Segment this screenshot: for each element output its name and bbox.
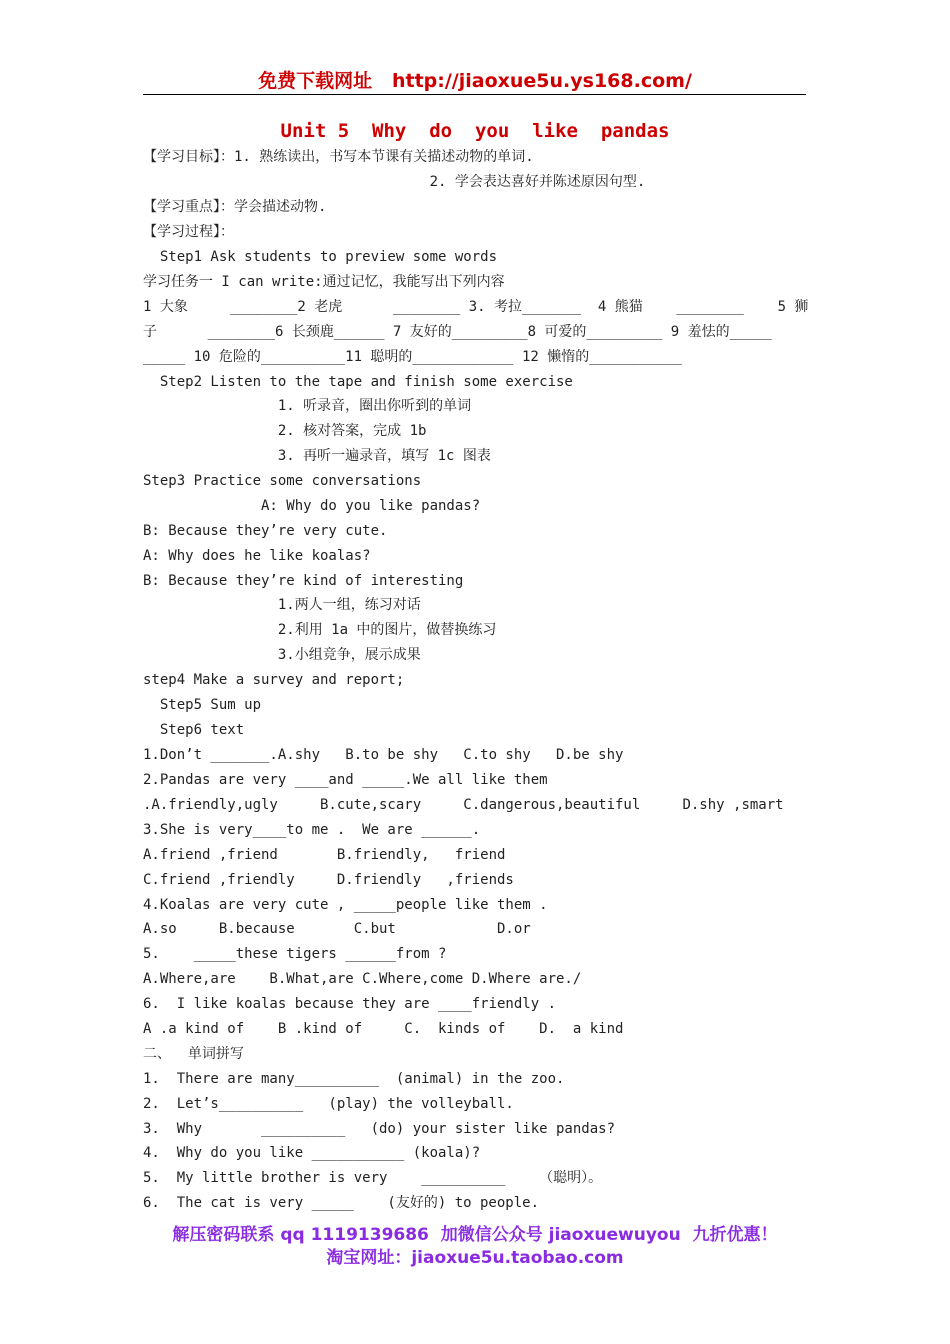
text-line: Step1 Ask students to preview some words bbox=[143, 249, 498, 265]
text-line: A: Why does he like koalas? bbox=[143, 548, 371, 564]
header-divider bbox=[143, 94, 806, 95]
footer-taobao-link[interactable]: 淘宝网址：jiaoxue5u.taobao.com bbox=[326, 1248, 624, 1268]
text-line: 3. Why __________ (do) your sister like pandas? bbox=[143, 1121, 616, 1137]
text-line: 1.Don’t _______.A.shy B.to be shy C.to shy D.be shy bbox=[143, 747, 624, 763]
text-line: B: Because they’re kind of interesting bbox=[143, 573, 464, 589]
text-line: _____ 10 危险的__________11 聪明的____________ 12 懒惰的___________ bbox=[143, 349, 683, 365]
text-line: 【学习重点】：学会描述动物. bbox=[143, 199, 327, 215]
text-line: 子 ________6 长颈鹿______ 7 友好的_________8 可爱的_________ 9 羞怯的_____ bbox=[143, 324, 772, 340]
text-line: 3.小组竞争，展示成果 bbox=[143, 647, 421, 663]
text-line: 2. 学会表达喜好并陈述原因句型. bbox=[143, 174, 646, 190]
text-line: 5. _____these tigers ______from ? bbox=[143, 946, 447, 962]
text-line: 2.Pandas are very ____and _____.We all like them bbox=[143, 772, 548, 788]
text-line: 2.利用 1a 中的图片，做替换练习 bbox=[143, 622, 497, 638]
text-line: Step3 Practice some conversations bbox=[143, 473, 422, 489]
text-line: A.friend ,friend B.friendly, friend bbox=[143, 847, 506, 863]
text-line: Step6 text bbox=[143, 722, 245, 738]
text-line: 6. I like koalas because they are ____friendly . bbox=[143, 996, 557, 1012]
text-line: step4 Make a survey and report; bbox=[143, 672, 405, 688]
text-line: B: Because they’re very cute. bbox=[143, 523, 388, 539]
text-line: 1. There are many__________ (animal) in the zoo. bbox=[143, 1071, 565, 1087]
text-line: 6. The cat is very _____ (友好的) to people. bbox=[143, 1195, 540, 1211]
footer-contact: 解压密码联系 qq 1119139686 加微信公众号 jiaoxuewuyou 九折优惠！ bbox=[172, 1225, 778, 1245]
text-line: 2. Let’s__________ (play) the volleyball. bbox=[143, 1096, 514, 1112]
download-link[interactable]: 免费下载网址 http://jiaoxue5u.ys168.com/ bbox=[258, 70, 692, 92]
text-line: 3.She is very____to me . We are ______. bbox=[143, 822, 481, 838]
text-line: Step5 Sum up bbox=[143, 697, 262, 713]
text-line: A.Where,are B.What,are C.Where,come D.Where are./ bbox=[143, 971, 582, 987]
text-line: .A.friendly,ugly B.cute,scary C.dangerous,beautiful D.shy ,smart bbox=[143, 797, 784, 813]
text-line: 学习任务一 I can write:通过记忆，我能写出下列内容 bbox=[143, 274, 505, 290]
text-line: 5. My little brother is very __________ （聪明）。 bbox=[143, 1170, 603, 1186]
text-line: A: Why do you like pandas? bbox=[143, 498, 481, 514]
text-line: A .a kind of B .kind of C. kinds of D. a kind bbox=[143, 1021, 624, 1037]
text-line: 1. 听录音，圈出你听到的单词 bbox=[143, 398, 472, 414]
text-line: 4.Koalas are very cute , _____people like them . bbox=[143, 897, 548, 913]
text-line: 3. 再听一遍录音，填写 1c 图表 bbox=[143, 448, 491, 464]
text-line: Step2 Listen to the tape and finish some exercise bbox=[143, 374, 573, 390]
text-line: 2. 核对答案，完成 1b bbox=[143, 423, 427, 439]
page-title: Unit 5 Why do you like pandas bbox=[280, 120, 670, 142]
text-line: 【学习过程】： bbox=[143, 224, 234, 240]
text-line: A.so B.because C.but D.or bbox=[143, 921, 531, 937]
text-line: C.friend ,friendly D.friendly ,friends bbox=[143, 872, 514, 888]
text-line: 1.两人一组，练习对话 bbox=[143, 597, 421, 613]
text-line: 1 大象 ________2 老虎 ________ 3. 考拉_______ 4 熊猫 ________ 5 狮 bbox=[143, 299, 809, 315]
text-line: 二、 单词拼写 bbox=[143, 1046, 244, 1062]
text-line: 【学习目标】：1. 熟练读出，书写本节课有关描述动物的单词. bbox=[143, 149, 534, 165]
text-line: 4. Why do you like ___________ (koala)? bbox=[143, 1145, 481, 1161]
